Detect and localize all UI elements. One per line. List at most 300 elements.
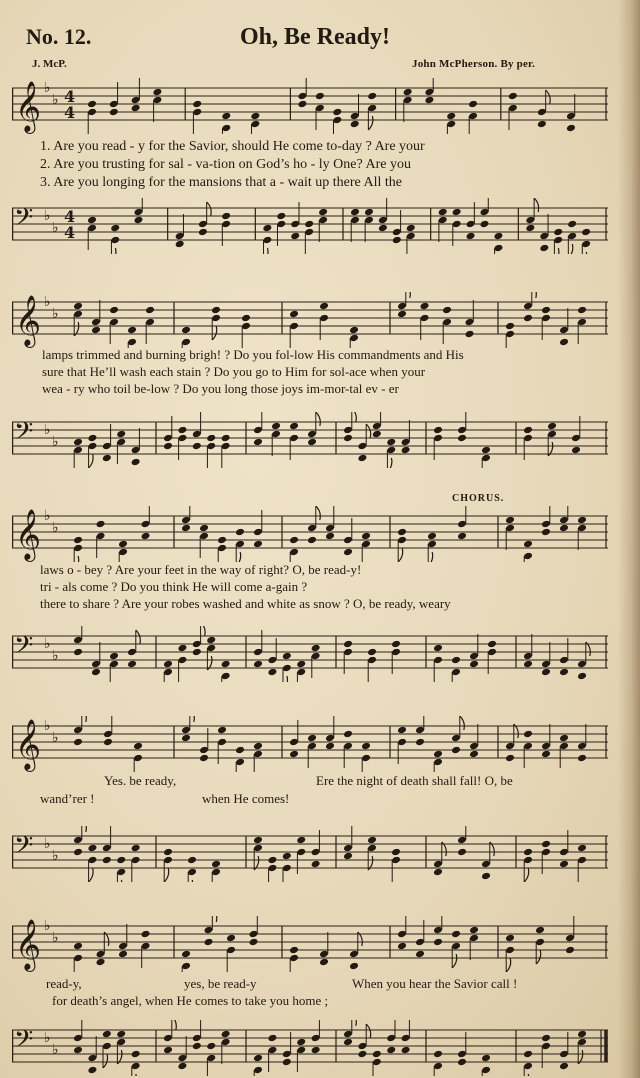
- note-head: [133, 742, 143, 751]
- note-flag: [89, 454, 94, 468]
- note-flag: [264, 248, 269, 254]
- flat-icon: ♭: [44, 208, 51, 224]
- note-head: [296, 660, 306, 669]
- note-flag: [568, 244, 573, 254]
- note-head: [559, 1062, 569, 1071]
- note-head: [523, 426, 533, 435]
- lyric-chorus-yes-be-ready-2: yes, be read-y: [184, 976, 257, 991]
- flat-icon: ♭: [52, 92, 59, 108]
- note-flag: [190, 716, 195, 722]
- note-flag: [352, 1020, 357, 1026]
- note-head: [442, 306, 452, 315]
- note-head: [553, 228, 563, 237]
- note-head: [537, 120, 547, 129]
- note-head: [403, 88, 413, 97]
- bass-staff-graphic: [12, 198, 616, 254]
- note-head: [235, 528, 245, 537]
- note-head: [391, 640, 401, 649]
- bass-clef-icon: 𝄢: [14, 1025, 34, 1060]
- note-head: [433, 426, 443, 435]
- note-head: [192, 648, 202, 657]
- note-head: [525, 224, 535, 233]
- time-signature-digit: 4: [64, 223, 76, 242]
- note-head: [523, 314, 533, 323]
- note-head: [566, 124, 576, 133]
- note-head: [401, 446, 411, 455]
- note-head: [267, 1034, 277, 1043]
- note-head: [282, 1058, 292, 1067]
- treble-staff-3: [12, 506, 616, 562]
- note-head: [325, 532, 335, 541]
- note-flag: [546, 90, 551, 104]
- note-head: [217, 726, 227, 735]
- note-head: [559, 668, 569, 677]
- bass-staff-graphic: [12, 1020, 616, 1076]
- note-head: [141, 532, 151, 541]
- note-head: [481, 872, 491, 881]
- note-head: [397, 726, 407, 735]
- note-head: [118, 540, 128, 549]
- note-head: [141, 930, 151, 939]
- note-head: [296, 1038, 306, 1047]
- treble-staff-4: [12, 716, 616, 772]
- note-head: [192, 100, 202, 109]
- note-head: [253, 540, 263, 549]
- note-head: [577, 754, 587, 763]
- treble-clef-icon: 𝄞: [15, 295, 42, 346]
- note-head: [221, 212, 231, 221]
- note-head: [217, 536, 227, 545]
- note-head: [452, 208, 462, 217]
- note-head: [457, 532, 467, 541]
- note-flag: [212, 916, 217, 922]
- bass-staff-3: [12, 626, 616, 682]
- note-head: [565, 946, 575, 955]
- note-head: [505, 934, 515, 943]
- treble-clef-icon: 𝄞: [15, 919, 42, 970]
- note-head: [350, 208, 360, 217]
- note-head: [91, 668, 101, 677]
- note-head: [267, 856, 277, 865]
- note-head: [406, 224, 416, 233]
- note-flag: [460, 716, 465, 730]
- lyric-verse-3-line-1: 3. Are you longing for the mansions that a - wait up there All the: [40, 175, 402, 190]
- note-head: [433, 938, 443, 947]
- note-head: [559, 860, 569, 869]
- note-head: [206, 434, 216, 443]
- note-head: [457, 848, 467, 857]
- note-head: [427, 532, 437, 541]
- treble-staff-2: [12, 292, 616, 348]
- lyric-chorus-ere-the-night: Ere the night of death shall fall! O, be: [316, 773, 513, 788]
- note-head: [523, 1050, 533, 1059]
- note-head: [505, 322, 515, 331]
- note-head: [541, 668, 551, 677]
- note-head: [87, 844, 97, 853]
- lyric-verse-3-line-3: there to share ? Are your robes washed and white as snow ? O, be ready, weary: [40, 596, 451, 611]
- lyric-chorus-deaths-angel: for death’s angel, when He comes to take you home ;: [52, 993, 329, 1008]
- note-head: [116, 856, 126, 865]
- note-head: [297, 100, 307, 109]
- note-head: [253, 742, 263, 751]
- bass-staff-2: [12, 412, 616, 468]
- hymn-header: [26, 22, 626, 54]
- note-head: [325, 742, 335, 751]
- lyric-verse-1-line-1: 1. Are you read - y for the Savior, should He come to-day ? Are your: [40, 139, 425, 154]
- note-head: [175, 240, 185, 249]
- note-head: [367, 648, 377, 657]
- note-flag: [201, 626, 206, 636]
- note-head: [367, 836, 377, 845]
- note-head: [508, 92, 518, 101]
- note-head: [221, 660, 231, 669]
- note-head: [343, 730, 353, 739]
- note-head: [451, 656, 461, 665]
- note-head: [73, 438, 83, 447]
- note-flag: [316, 506, 321, 520]
- flat-icon: ♭: [52, 306, 59, 322]
- note-head: [487, 640, 497, 649]
- treble-staff-graphic: [12, 716, 616, 772]
- note-head: [420, 302, 430, 311]
- note-head: [131, 844, 141, 853]
- note-head: [372, 430, 382, 439]
- note-head: [163, 1046, 173, 1055]
- note-head: [253, 438, 263, 447]
- note-head: [350, 120, 360, 129]
- note-head: [343, 852, 353, 861]
- note-head: [181, 524, 191, 533]
- note-flag: [132, 1074, 137, 1076]
- note-head: [96, 958, 106, 967]
- note-head: [397, 310, 407, 319]
- bass-staff-graphic: [12, 626, 616, 682]
- note-head: [541, 750, 551, 759]
- flat-icon: ♭: [44, 918, 51, 934]
- note-head: [367, 92, 377, 101]
- note-head: [87, 216, 97, 225]
- note-flag: [406, 292, 411, 298]
- note-flag: [532, 292, 537, 298]
- flat-icon: ♭: [52, 1042, 59, 1058]
- credit-right: John McPherson. By per.: [412, 58, 536, 70]
- note-head: [73, 942, 83, 951]
- flat-icon: ♭: [52, 520, 59, 536]
- note-head: [163, 660, 173, 669]
- note-flag: [536, 950, 541, 964]
- bass-staff-4: [12, 826, 616, 882]
- note-head: [523, 660, 533, 669]
- note-head: [343, 434, 353, 443]
- flat-icon: ♭: [52, 730, 59, 746]
- note-head: [372, 1050, 382, 1059]
- note-head: [253, 660, 263, 669]
- lyric-verse-2-line-3: tri - als come ? Do you think He will come a-gain ?: [40, 579, 308, 594]
- note-flag: [366, 1024, 371, 1038]
- note-head: [177, 1062, 187, 1071]
- treble-staff-1: [12, 78, 616, 134]
- note-flag: [111, 248, 116, 254]
- note-head: [559, 524, 569, 533]
- note-head: [289, 946, 299, 955]
- note-head: [307, 734, 317, 743]
- note-head: [318, 208, 328, 217]
- bass-staff-graphic: [12, 826, 616, 882]
- note-head: [152, 88, 162, 97]
- note-head: [249, 938, 259, 947]
- note-head: [187, 856, 197, 865]
- note-head: [289, 750, 299, 759]
- flat-icon: ♭: [44, 1030, 51, 1046]
- note-head: [343, 640, 353, 649]
- note-head: [481, 446, 491, 455]
- flat-icon: ♭: [44, 508, 51, 524]
- note-head: [559, 338, 569, 347]
- note-head: [87, 1066, 97, 1075]
- note-flag: [283, 676, 288, 682]
- note-flag: [582, 252, 587, 254]
- note-head: [73, 536, 83, 545]
- note-head: [73, 648, 83, 657]
- treble-clef-icon: 𝄞: [15, 81, 42, 132]
- note-head: [311, 860, 321, 869]
- note-head: [397, 942, 407, 951]
- time-signature-digit: 4: [64, 103, 76, 122]
- bass-clef-icon: 𝄢: [14, 631, 34, 666]
- note-head: [276, 212, 286, 221]
- note-head: [433, 868, 443, 877]
- bass-clef-icon: 𝄢: [14, 417, 34, 452]
- note-head: [386, 438, 396, 447]
- note-head: [253, 1054, 263, 1063]
- bass-staff-1: [12, 198, 616, 254]
- note-head: [415, 950, 425, 959]
- note-head: [523, 540, 533, 549]
- treble-clef-icon: 𝄞: [15, 719, 42, 770]
- note-head: [204, 938, 214, 947]
- lyric-verse-2-line-1: 2. Are you trusting for sal - va-tion on God’s ho - ly One? Are you: [40, 157, 411, 172]
- note-head: [481, 1054, 491, 1063]
- note-head: [315, 92, 325, 101]
- note-head: [192, 442, 202, 451]
- chorus-label: CHORUS.: [452, 493, 505, 504]
- lyric-verse-1-line-3: laws o - bey ? Are your feet in the way of right? O, be read-y!: [40, 562, 362, 577]
- note-head: [73, 738, 83, 747]
- flat-icon: ♭: [44, 294, 51, 310]
- note-head: [541, 528, 551, 537]
- note-flag: [236, 552, 241, 562]
- note-flag: [212, 326, 217, 340]
- note-flag: [136, 630, 141, 644]
- note-head: [96, 520, 106, 529]
- note-head: [457, 1058, 467, 1067]
- note-head: [250, 112, 260, 121]
- note-flag: [366, 424, 371, 438]
- note-flag: [188, 880, 193, 882]
- note-head: [433, 750, 443, 759]
- note-head: [307, 536, 317, 545]
- note-head: [131, 104, 141, 113]
- lyric-verse-1-line-2: lamps trimmed and burning brigh! ? Do you fol-low His commandments and His: [42, 347, 464, 362]
- note-head: [505, 516, 515, 525]
- note-flag: [398, 548, 403, 562]
- bass-staff-5: [12, 1020, 616, 1076]
- note-head: [577, 306, 587, 315]
- time-signature-digit: 4: [64, 87, 76, 106]
- flat-icon: ♭: [52, 220, 59, 236]
- note-head: [559, 734, 569, 743]
- treble-staff-graphic: [12, 506, 616, 562]
- note-head: [577, 516, 587, 525]
- lyric-chorus-yes-be-ready: Yes. be ready,: [104, 773, 177, 788]
- note-head: [386, 1046, 396, 1055]
- note-head: [451, 930, 461, 939]
- note-head: [307, 438, 317, 447]
- note-head: [469, 926, 479, 935]
- note-head: [547, 422, 557, 431]
- note-head: [290, 232, 300, 241]
- flat-icon: ♭: [44, 80, 51, 96]
- note-head: [343, 548, 353, 557]
- note-head: [211, 860, 221, 869]
- note-head: [87, 434, 97, 443]
- note-head: [116, 430, 126, 439]
- note-head: [361, 742, 371, 751]
- flat-icon: ♭: [44, 836, 51, 852]
- note-head: [181, 734, 191, 743]
- note-head: [73, 1046, 83, 1055]
- note-head: [110, 224, 120, 233]
- note-head: [102, 1030, 112, 1039]
- note-head: [127, 326, 137, 335]
- note-head: [391, 848, 401, 857]
- note-head: [199, 754, 209, 763]
- note-head: [87, 100, 97, 109]
- note-head: [577, 1030, 587, 1039]
- note-flag: [82, 826, 87, 832]
- time-signature-digit: 4: [64, 207, 76, 226]
- flat-icon: ♭: [52, 930, 59, 946]
- flat-icon: ♭: [44, 718, 51, 734]
- note-head: [401, 1046, 411, 1055]
- note-head: [91, 326, 101, 335]
- note-head: [465, 330, 475, 339]
- note-head: [541, 306, 551, 315]
- note-head: [392, 236, 402, 245]
- note-head: [581, 228, 591, 237]
- note-head: [415, 738, 425, 747]
- note-head: [221, 434, 231, 443]
- page-edge-shadow: [618, 0, 640, 1078]
- note-head: [103, 738, 113, 747]
- note-head: [577, 672, 587, 681]
- lyric-chorus-wanderer: wand’rer !: [40, 791, 95, 806]
- note-head: [571, 446, 581, 455]
- note-head: [131, 1050, 141, 1059]
- note-flag: [89, 868, 94, 882]
- note-head: [133, 216, 143, 225]
- note-head: [199, 524, 209, 533]
- note-head: [304, 220, 314, 229]
- note-head: [296, 836, 306, 845]
- note-head: [206, 1042, 216, 1051]
- note-head: [349, 326, 359, 335]
- flat-icon: ♭: [52, 848, 59, 864]
- note-head: [535, 926, 545, 935]
- note-flag: [207, 202, 212, 216]
- note-flag: [103, 1054, 108, 1068]
- note-head: [311, 1046, 321, 1055]
- note-head: [192, 1042, 202, 1051]
- note-head: [131, 458, 141, 467]
- note-head: [109, 652, 119, 661]
- note-head: [397, 528, 407, 537]
- flat-icon: ♭: [44, 636, 51, 652]
- note-flag: [117, 880, 122, 882]
- note-head: [163, 848, 173, 857]
- note-head: [451, 746, 461, 755]
- note-head: [457, 434, 467, 443]
- note-flag: [352, 412, 357, 422]
- note-head: [332, 108, 342, 117]
- note-head: [73, 302, 83, 311]
- note-head: [469, 750, 479, 759]
- note-head: [282, 652, 292, 661]
- note-head: [181, 950, 191, 959]
- note-head: [118, 950, 128, 959]
- note-head: [466, 232, 476, 241]
- note-head: [577, 844, 587, 853]
- note-head: [493, 232, 503, 241]
- note-flag: [506, 958, 511, 972]
- hymn-title: Oh, Be Ready!: [240, 24, 390, 50]
- note-head: [206, 636, 216, 645]
- note-head: [438, 208, 448, 217]
- note-head: [262, 224, 272, 233]
- note-flag: [524, 1074, 529, 1076]
- note-head: [349, 962, 359, 971]
- note-head: [319, 958, 329, 967]
- note-head: [198, 228, 208, 237]
- note-head: [343, 1038, 353, 1047]
- note-head: [505, 754, 515, 763]
- note-flag: [82, 716, 87, 722]
- note-head: [221, 1030, 231, 1039]
- note-head: [378, 224, 388, 233]
- note-head: [319, 302, 329, 311]
- note-head: [357, 454, 367, 463]
- treble-staff-graphic: [12, 78, 616, 134]
- note-head: [433, 644, 443, 653]
- note-head: [177, 426, 187, 435]
- note-flag: [554, 248, 559, 254]
- note-head: [267, 668, 277, 677]
- note-flag: [172, 1020, 177, 1030]
- treble-staff-graphic: [12, 292, 616, 348]
- bass-staff-graphic: [12, 412, 616, 468]
- note-head: [181, 326, 191, 335]
- note-head: [311, 644, 321, 653]
- note-flag: [428, 552, 433, 562]
- lyric-chorus-savior-call: When you hear the Savior call !: [352, 976, 518, 991]
- note-flag: [316, 412, 321, 426]
- note-head: [116, 1030, 126, 1039]
- treble-clef-icon: 𝄞: [15, 509, 42, 560]
- lyric-chorus-ready: read-y,: [46, 976, 82, 991]
- note-head: [226, 934, 236, 943]
- note-head: [109, 306, 119, 315]
- lyric-verse-3-line-2: wea - ry who toil be-low ? Do you long those joys im-mor-tal ev - er: [42, 381, 399, 396]
